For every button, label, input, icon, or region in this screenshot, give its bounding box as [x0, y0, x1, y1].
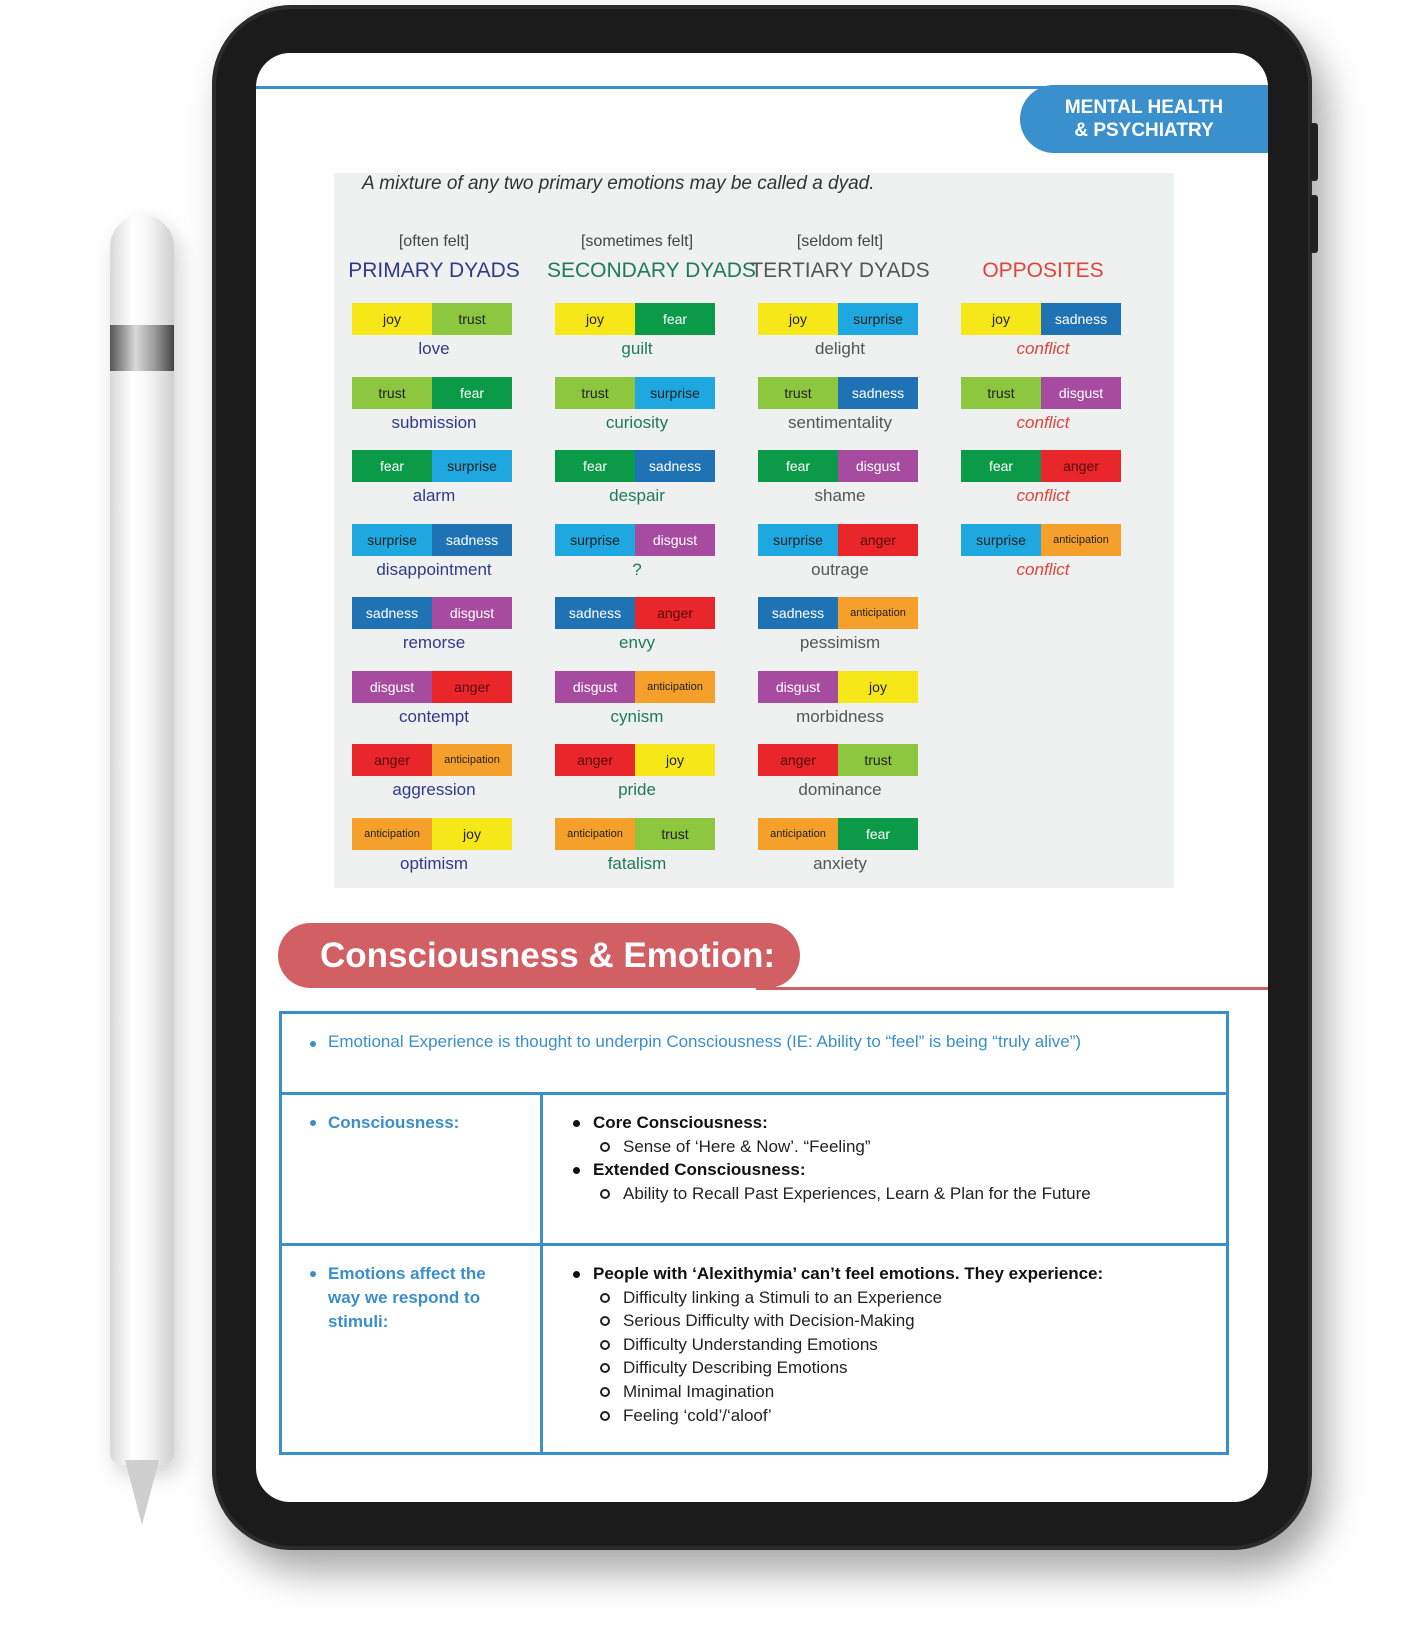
emotion-chip: sadness	[838, 377, 918, 409]
dyad-name: conflict	[1016, 339, 1070, 358]
emotion-chip: trust	[555, 377, 635, 409]
emotion-pair	[352, 450, 512, 482]
emotion-chip: anticipation	[352, 818, 432, 850]
emotion-chip: joy	[838, 671, 918, 703]
dyad-item	[344, 377, 524, 451]
emotion-chip: joy	[432, 818, 512, 850]
dyad-item	[344, 671, 524, 745]
emotion-chip: anticipation	[838, 597, 918, 629]
emotion-chip: sadness	[635, 450, 715, 482]
emotion-chip: surprise	[432, 450, 512, 482]
emotion-pair	[961, 377, 1121, 409]
emotion-pair	[758, 671, 918, 703]
dyad-item	[953, 377, 1133, 451]
table-row	[281, 1094, 1228, 1245]
bullet-sub: Difficulty Understanding Emotions	[569, 1333, 1226, 1357]
dyad-column-title: PRIMARY DYADS	[348, 259, 520, 282]
intro-cell	[281, 1013, 1228, 1094]
dyad-name: aggression	[392, 780, 476, 799]
emotion-chip: anger	[555, 744, 635, 776]
dyad-item	[953, 450, 1133, 524]
emotion-pair	[758, 377, 918, 409]
bullet-heading: People with ‘Alexithymia’ can’t feel emotions. They experience:	[569, 1262, 1226, 1286]
emotion-chip: surprise	[838, 303, 918, 335]
dyad-column-title: SECONDARY DYADS	[547, 259, 756, 282]
dyad-name: outrage	[811, 559, 869, 579]
dyad-column	[344, 233, 524, 891]
emotion-chip: fear	[352, 450, 432, 482]
dyad-column	[953, 233, 1133, 597]
emotion-chip: anger	[838, 524, 918, 556]
dyad-name: fatalism	[607, 853, 667, 873]
dyad-name: pride	[618, 780, 656, 799]
dyad-item	[750, 524, 930, 598]
emotion-pair	[352, 377, 512, 409]
emotion-pair	[555, 597, 715, 629]
emotion-chip: anger	[352, 744, 432, 776]
dyad-item	[344, 818, 524, 892]
row-content-cell	[542, 1094, 1228, 1245]
emotion-pair	[352, 524, 512, 556]
dyad-name: love	[418, 339, 450, 358]
category-line-1: MENTAL HEALTH	[1064, 97, 1224, 118]
dyad-item	[547, 303, 727, 377]
emotion-pair	[758, 597, 918, 629]
bullet-sub: Minimal Imagination	[569, 1380, 1226, 1404]
emotion-chip: joy	[961, 303, 1041, 335]
row-content-cell	[542, 1245, 1228, 1454]
emotion-pair	[758, 450, 918, 482]
row-label-cell	[281, 1245, 542, 1454]
dyad-frequency	[953, 233, 1133, 259]
emotion-chip: anticipation	[432, 744, 512, 776]
emotion-chip: sadness	[352, 597, 432, 629]
bullet-sub: Serious Difficulty with Decision-Making	[569, 1309, 1226, 1333]
dyad-name: remorse	[402, 633, 466, 652]
dyad-name: delight	[814, 339, 866, 358]
dyad-frequency: [seldom felt]	[796, 233, 884, 250]
dyad-intro: A mixture of any two primary emotions may be called a dyad.	[362, 173, 875, 194]
emotion-chip: surprise	[961, 524, 1041, 556]
emotion-chip: sadness	[555, 597, 635, 629]
dyad-frequency: [sometimes felt]	[580, 233, 694, 250]
dyad-chart	[334, 173, 1174, 888]
dyad-name: sentimentality	[788, 412, 892, 432]
emotion-pair	[555, 671, 715, 703]
volume-button-down	[1310, 195, 1318, 253]
emotion-chip: sadness	[758, 597, 838, 629]
emotion-pair	[758, 303, 918, 335]
dyad-name: guilt	[621, 339, 653, 358]
dyad-name: morbidness	[796, 706, 884, 726]
emotion-chip: trust	[758, 377, 838, 409]
row-label: Consciousness:	[304, 1111, 518, 1135]
emotion-chip: disgust	[352, 671, 432, 703]
emotion-chip: trust	[635, 818, 715, 850]
stylus-tip	[125, 1460, 159, 1525]
dyad-column	[750, 233, 930, 891]
row-label-cell	[281, 1094, 542, 1245]
emotion-pair	[352, 303, 512, 335]
dyad-item	[547, 597, 727, 671]
emotion-chip: fear	[555, 450, 635, 482]
bullet-sub: Difficulty Describing Emotions	[569, 1356, 1226, 1380]
emotion-chip: anticipation	[758, 818, 838, 850]
category-line-2: & PSYCHIATRY	[1074, 120, 1214, 141]
bullet-sub: Ability to Recall Past Experiences, Learn & Plan for the Future	[569, 1182, 1226, 1206]
emotion-chip: disgust	[555, 671, 635, 703]
dyad-name: dominance	[798, 780, 882, 799]
emotion-chip: joy	[758, 303, 838, 335]
header-rule	[256, 86, 1086, 89]
emotion-chip: anger	[635, 597, 715, 629]
emotion-chip: surprise	[555, 524, 635, 556]
emotion-chip: trust	[352, 377, 432, 409]
emotion-chip: surprise	[758, 524, 838, 556]
emotion-pair	[352, 597, 512, 629]
emotion-pair	[758, 818, 918, 850]
category-badge	[1020, 85, 1268, 153]
emotion-pair	[961, 450, 1121, 482]
dyad-name: contempt	[399, 706, 469, 726]
section-rule	[756, 987, 1268, 990]
emotion-pair	[555, 818, 715, 850]
dyad-item	[953, 303, 1133, 377]
bullet-sub: Sense of ‘Here & Now’. “Feeling”	[569, 1135, 1226, 1159]
emotion-chip: sadness	[1041, 303, 1121, 335]
emotion-pair	[555, 744, 715, 776]
dyad-item	[344, 450, 524, 524]
dyad-name: shame	[814, 486, 866, 505]
dyad-name: conflict	[1016, 412, 1070, 432]
emotion-chip: disgust	[635, 524, 715, 556]
emotion-pair	[758, 744, 918, 776]
dyad-name: ?	[632, 559, 642, 579]
emotion-chip: disgust	[758, 671, 838, 703]
bullet-sub: Difficulty linking a Stimuli to an Experience	[569, 1286, 1226, 1310]
emotion-chip: anger	[432, 671, 512, 703]
emotion-chip: surprise	[635, 377, 715, 409]
dyad-name: despair	[609, 486, 665, 505]
table-row	[281, 1245, 1228, 1454]
emotion-chip: joy	[555, 303, 635, 335]
emotion-chip: anticipation	[555, 818, 635, 850]
dyad-frequency: [often felt]	[398, 233, 470, 250]
emotion-chip: trust	[432, 303, 512, 335]
emotion-chip: disgust	[838, 450, 918, 482]
emotion-pair	[961, 524, 1121, 556]
emotion-chip: fear	[961, 450, 1041, 482]
consciousness-table	[279, 1011, 1229, 1455]
emotion-chip: anger	[1041, 450, 1121, 482]
emotion-chip: trust	[838, 744, 918, 776]
emotion-chip: disgust	[1041, 377, 1121, 409]
emotion-chip: surprise	[352, 524, 432, 556]
emotion-chip: trust	[961, 377, 1041, 409]
dyad-item	[547, 450, 727, 524]
emotion-pair	[555, 450, 715, 482]
dyad-name: submission	[391, 412, 477, 432]
dyad-item	[344, 597, 524, 671]
stylus-pencil	[110, 215, 174, 1465]
emotion-chip: fear	[432, 377, 512, 409]
emotion-chip: fear	[635, 303, 715, 335]
section-title: Consciousness & Emotion:	[278, 923, 800, 988]
bullet-sub: Feeling ‘cold’/‘aloof’	[569, 1404, 1226, 1428]
dyad-item	[547, 377, 727, 451]
dyad-item	[547, 671, 727, 745]
dyad-name: conflict	[1016, 559, 1070, 579]
dyad-item	[750, 377, 930, 451]
tablet-device	[212, 5, 1312, 1550]
emotion-chip: anticipation	[1041, 524, 1121, 556]
emotion-chip: anger	[758, 744, 838, 776]
dyad-item	[750, 744, 930, 818]
emotion-pair	[352, 671, 512, 703]
emotion-pair	[555, 303, 715, 335]
dyad-name: disappointment	[376, 559, 492, 579]
emotion-chip: joy	[635, 744, 715, 776]
dyad-item	[750, 303, 930, 377]
dyad-item	[547, 524, 727, 598]
bullet-heading: Extended Consciousness:	[569, 1158, 1226, 1182]
emotion-pair	[758, 524, 918, 556]
emotion-chip: sadness	[432, 524, 512, 556]
dyad-item	[750, 597, 930, 671]
dyad-column	[547, 233, 756, 891]
dyad-item	[750, 671, 930, 745]
dyad-column-title: OPPOSITES	[982, 259, 1104, 282]
table-row-intro	[281, 1013, 1228, 1094]
dyad-name: cynism	[610, 706, 664, 726]
dyad-name: conflict	[1016, 486, 1070, 505]
emotion-chip: joy	[352, 303, 432, 335]
emotion-chip: fear	[758, 450, 838, 482]
bullet-heading: Core Consciousness:	[569, 1111, 1226, 1135]
emotion-pair	[555, 524, 715, 556]
emotion-pair	[352, 744, 512, 776]
dyad-item	[547, 818, 727, 892]
emotion-chip: disgust	[432, 597, 512, 629]
dyad-item	[953, 524, 1133, 598]
emotion-pair	[352, 818, 512, 850]
dyad-name: envy	[619, 633, 655, 652]
emotion-chip: fear	[838, 818, 918, 850]
dyad-item	[344, 524, 524, 598]
dyad-name: pessimism	[799, 633, 881, 652]
emotion-pair	[555, 377, 715, 409]
document-page	[256, 53, 1268, 1502]
dyad-item	[344, 303, 524, 377]
emotion-pair	[961, 303, 1121, 335]
dyad-column-title: TERTIARY DYADS	[750, 259, 930, 282]
dyad-item	[750, 450, 930, 524]
stylus-band	[110, 325, 174, 371]
row-label: Emotions affect the way we respond to stimuli:	[304, 1262, 518, 1334]
dyad-name: curiosity	[605, 412, 669, 432]
dyad-name: optimism	[399, 853, 468, 873]
volume-button-up	[1310, 123, 1318, 181]
dyad-item	[547, 744, 727, 818]
dyad-name: alarm	[412, 486, 456, 505]
dyad-item	[750, 818, 930, 892]
emotion-chip: anticipation	[635, 671, 715, 703]
dyad-name: anxiety	[813, 853, 867, 873]
dyad-item	[344, 744, 524, 818]
intro-text: Emotional Experience is thought to underpin Consciousness (IE: Ability to “feel” is being “truly alive”)	[304, 1032, 1226, 1052]
